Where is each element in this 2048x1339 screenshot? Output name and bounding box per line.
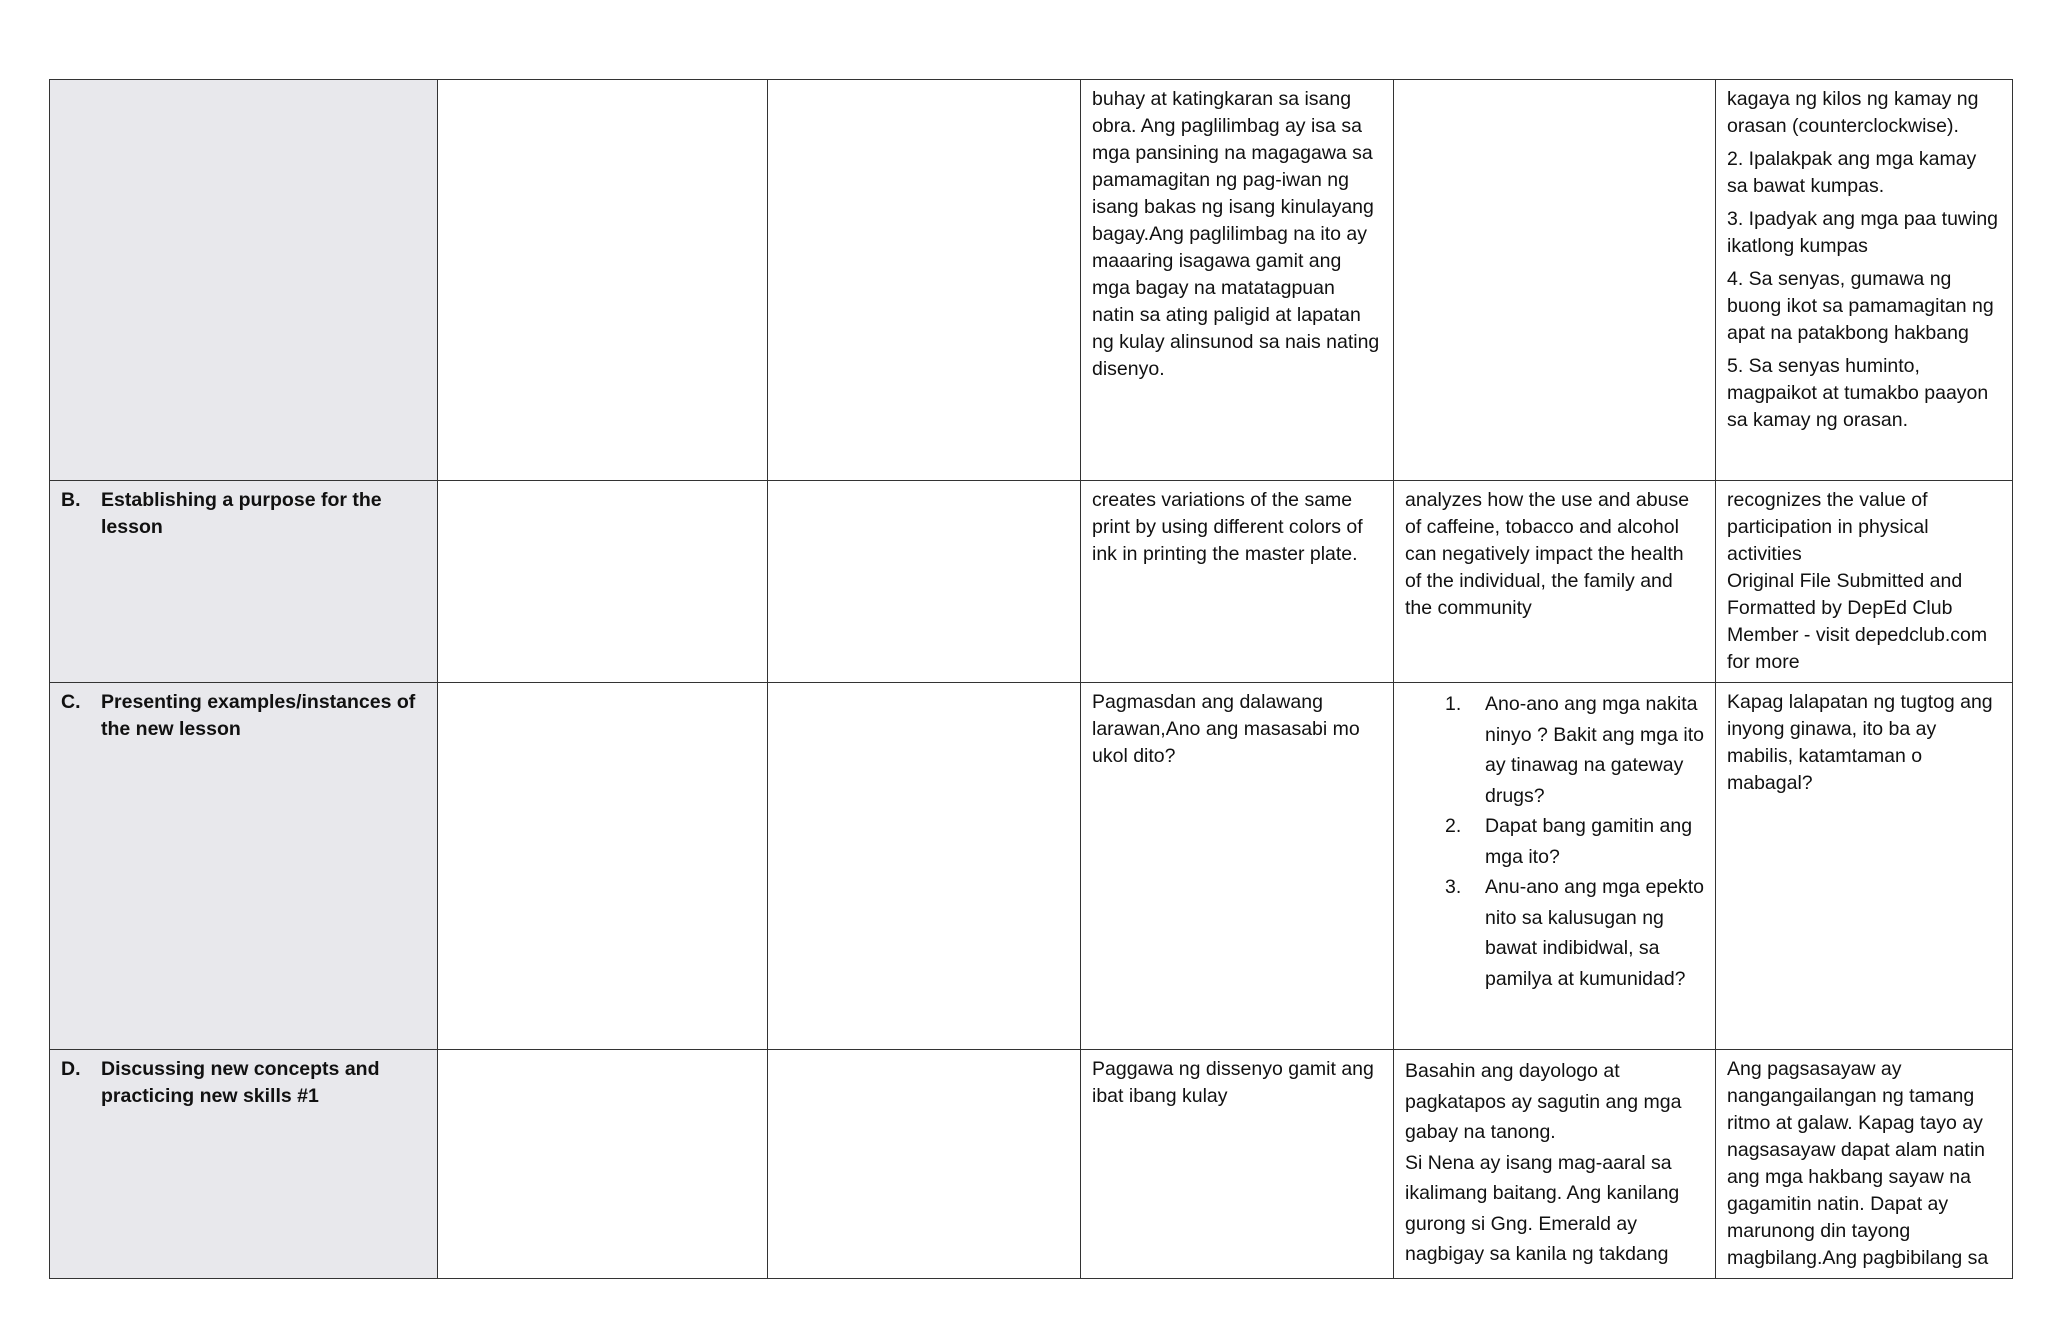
cell-text: Pagmasdan ang dalawang larawan,Ano ang masasabi mo ukol dito?: [1092, 691, 1360, 767]
row-label-cell: [50, 80, 438, 481]
cell-text: Basahin ang dayologo at pagkatapos ay sagutin ang mga gabay na tanong.: [1405, 1060, 1682, 1143]
list-item: [1445, 689, 1704, 811]
pe-cell: [1716, 80, 2013, 481]
row-letter: C.: [61, 691, 81, 713]
table-row: [50, 80, 2013, 481]
question-list: [1405, 689, 1704, 994]
row-label: Establishing a purpose for the lesson: [101, 489, 382, 538]
list-number: 3.: [1445, 876, 1462, 898]
arts-cell: [1081, 683, 1394, 1050]
row-label-cell: [50, 1050, 438, 1279]
row-label: Discussing new concepts and practicing new skills #1: [101, 1058, 380, 1107]
empty-cell: [768, 683, 1081, 1050]
pe-cell: [1716, 481, 2013, 683]
cell-text: Ang pagsasayaw ay nangangailangan ng tamang ritmo at galaw. Kapag tayo ay nagsasayaw dapat alam natin ang mga hakbang sayaw na gagamitin natin. Dapat ay marunong din tayong magbilang.Ang pagbibilang sa: [1727, 1058, 1989, 1269]
cell-text: creates variations of the same print by using different colors of ink in printing the master plate.: [1092, 489, 1363, 565]
health-cell: [1394, 683, 1716, 1050]
empty-cell: [438, 683, 768, 1050]
list-text: Anu-ano ang mga epekto nito sa kalusugan ng bawat indibidwal, sa pamilya at kumunidad?: [1485, 876, 1704, 990]
row-letter: D.: [61, 1058, 81, 1080]
empty-cell: [768, 481, 1081, 683]
table-row: [50, 1050, 2013, 1279]
table-row: [50, 683, 2013, 1050]
row-label-cell: [50, 481, 438, 683]
cell-text: analyzes how the use and abuse of caffeine, tobacco and alcohol can negatively impact the health of the individual, the family and the community: [1405, 489, 1690, 619]
cell-text: 2. Ipalakpak ang mga kamay sa bawat kumpas.: [1727, 148, 1977, 197]
row-label-cell: [50, 683, 438, 1050]
lesson-plan-table: [49, 79, 2013, 1279]
empty-cell: [438, 481, 768, 683]
cell-text: Paggawa ng dissenyo gamit ang ibat ibang kulay: [1092, 1058, 1374, 1107]
pe-cell: [1716, 1050, 2013, 1279]
empty-cell: [438, 1050, 768, 1279]
health-cell: [1394, 80, 1716, 481]
arts-cell: [1081, 80, 1394, 481]
list-item: [1445, 872, 1704, 994]
table-row: [50, 481, 2013, 683]
list-text: Dapat bang gamitin ang mga ito?: [1485, 815, 1693, 868]
cell-text: 4. Sa senyas, gumawa ng buong ikot sa pamamagitan ng apat na patakbong hakbang: [1727, 268, 1994, 344]
cell-text: Si Nena ay isang mag-aaral sa ikalimang baitang. Ang kanilang gurong si Gng. Emerald ay nagbigay sa kanila ng takdang: [1405, 1151, 1680, 1265]
pe-cell: [1716, 683, 2013, 1050]
cell-text: Kapag lalapatan ng tugtog ang inyong ginawa, ito ba ay mabilis, katamtaman o mabagal?: [1727, 691, 1993, 794]
cell-text: 5. Sa senyas huminto, magpaikot at tumakbo paayon sa kamay ng orasan.: [1727, 355, 1989, 431]
empty-cell: [438, 80, 768, 481]
row-label: Presenting examples/instances of the new lesson: [101, 691, 416, 740]
list-number: 2.: [1445, 815, 1462, 837]
cell-text: kagaya ng kilos ng kamay ng orasan (counterclockwise).: [1727, 88, 1979, 137]
cell-text: buhay at katingkaran sa isang obra. Ang paglilimbag ay isa sa mga pansining na magagawa sa pamamagitan ng pag-iwan ng isang bakas ng isang kinulayang bagay.Ang paglilimbag na ito ay maaaring isagawa gamit ang mga bagay na matatagpuan natin sa ating paligid at lapatan ng kulay alinsunod sa nais nating disenyo.: [1092, 88, 1380, 380]
arts-cell: [1081, 1050, 1394, 1279]
list-item: [1445, 811, 1704, 872]
empty-cell: [768, 80, 1081, 481]
list-number: 1.: [1445, 693, 1462, 715]
row-letter: B.: [61, 489, 81, 511]
empty-cell: [768, 1050, 1081, 1279]
arts-cell: [1081, 481, 1394, 683]
list-text: Ano-ano ang mga nakita ninyo ? Bakit ang mga ito ay tinawag na gateway drugs?: [1485, 693, 1704, 807]
cell-text: recognizes the value of participation in physical activities: [1727, 489, 1929, 565]
health-cell: [1394, 1050, 1716, 1279]
cell-text: 3. Ipadyak ang mga paa tuwing ikatlong kumpas: [1727, 208, 1999, 257]
cell-text: Original File Submitted and Formatted by DepEd Club Member - visit depedclub.com for more: [1727, 570, 1988, 673]
health-cell: [1394, 481, 1716, 683]
